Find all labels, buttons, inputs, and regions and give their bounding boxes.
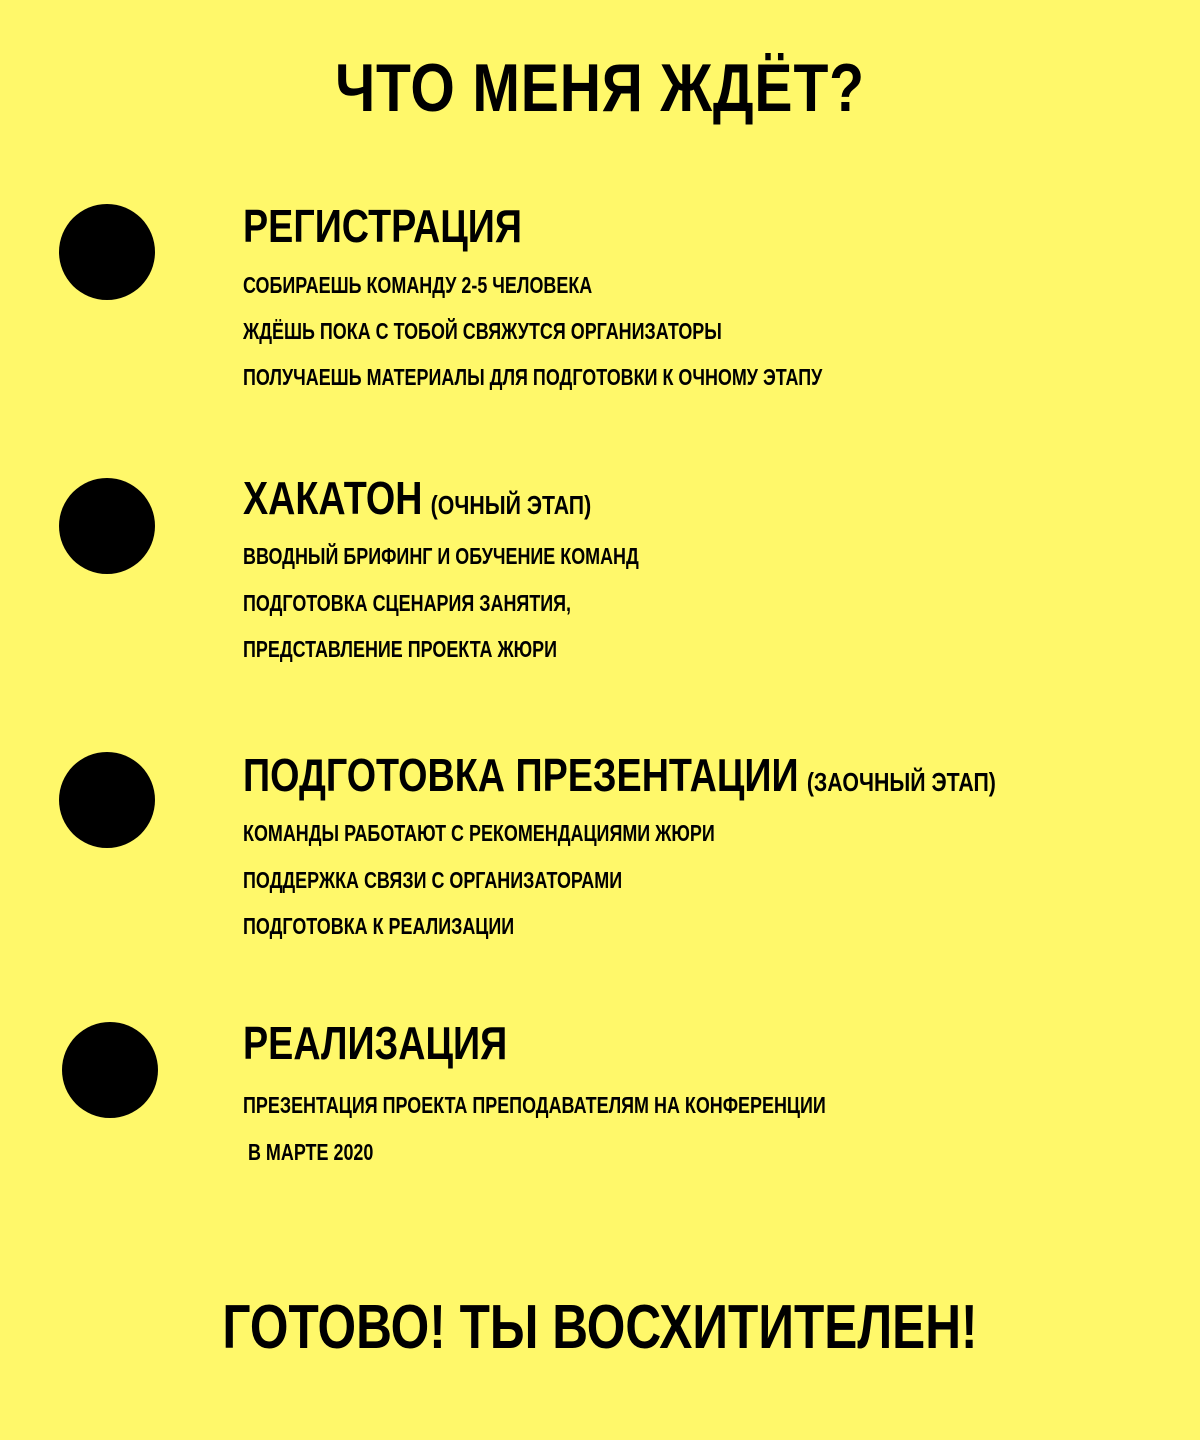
step-heading bbox=[243, 198, 530, 261]
page-title: ЧТО МЕНЯ ЖДЁТ? bbox=[335, 50, 865, 126]
step-line: ПОЛУЧАЕШЬ МАТЕРИАЛЫ ДЛЯ ПОДГОТОВКИ К ОЧНОМУ ЭТАПУ bbox=[243, 364, 823, 390]
footer-text: ГОТОВО! ТЫ ВОСХИТИТЕЛЕН! bbox=[222, 1293, 978, 1362]
step-heading-note: (ЗАОЧНЫЙ ЭТАП) bbox=[806, 767, 996, 797]
bullet-dot bbox=[62, 1022, 158, 1118]
step-heading bbox=[243, 470, 591, 533]
step-heading bbox=[243, 747, 996, 810]
step-line: ВВОДНЫЙ БРИФИНГ И ОБУЧЕНИЕ КОМАНД bbox=[243, 543, 639, 569]
step-heading-text: РЕГИСТРАЦИЯ bbox=[243, 200, 523, 252]
step-heading bbox=[243, 1015, 515, 1078]
step-heading-note: (ОЧНЫЙ ЭТАП) bbox=[430, 490, 592, 520]
step-line: КОМАНДЫ РАБОТАЮТ С РЕКОМЕНДАЦИЯМИ ЖЮРИ bbox=[243, 820, 715, 846]
step-line: ПОДГОТОВКА СЦЕНАРИЯ ЗАНЯТИЯ, bbox=[243, 590, 572, 616]
step-heading-text: ПОДГОТОВКА ПРЕЗЕНТАЦИИ bbox=[243, 749, 799, 801]
step-line: ПОДДЕРЖКА СВЯЗИ С ОРГАНИЗАТОРАМИ bbox=[243, 867, 623, 893]
step-line: В МАРТЕ 2020 bbox=[243, 1139, 374, 1165]
bullet-dot bbox=[59, 204, 155, 300]
bullet-dot bbox=[59, 478, 155, 574]
step-line: ПРЕДСТАВЛЕНИЕ ПРОЕКТА ЖЮРИ bbox=[243, 636, 558, 662]
step-heading-text: ХАКАТОН bbox=[243, 472, 423, 524]
step-heading-text: РЕАЛИЗАЦИЯ bbox=[243, 1017, 508, 1069]
step-line: ЖДЁШЬ ПОКА С ТОБОЙ СВЯЖУТСЯ ОРГАНИЗАТОРЫ bbox=[243, 318, 722, 344]
bullet-dot bbox=[59, 752, 155, 848]
step-line: СОБИРАЕШЬ КОМАНДУ 2-5 ЧЕЛОВЕКА bbox=[243, 272, 593, 298]
step-line: ПОДГОТОВКА К РЕАЛИЗАЦИИ bbox=[243, 913, 515, 939]
step-line: ПРЕЗЕНТАЦИЯ ПРОЕКТА ПРЕПОДАВАТЕЛЯМ НА КОНФЕРЕНЦИИ bbox=[243, 1092, 826, 1118]
